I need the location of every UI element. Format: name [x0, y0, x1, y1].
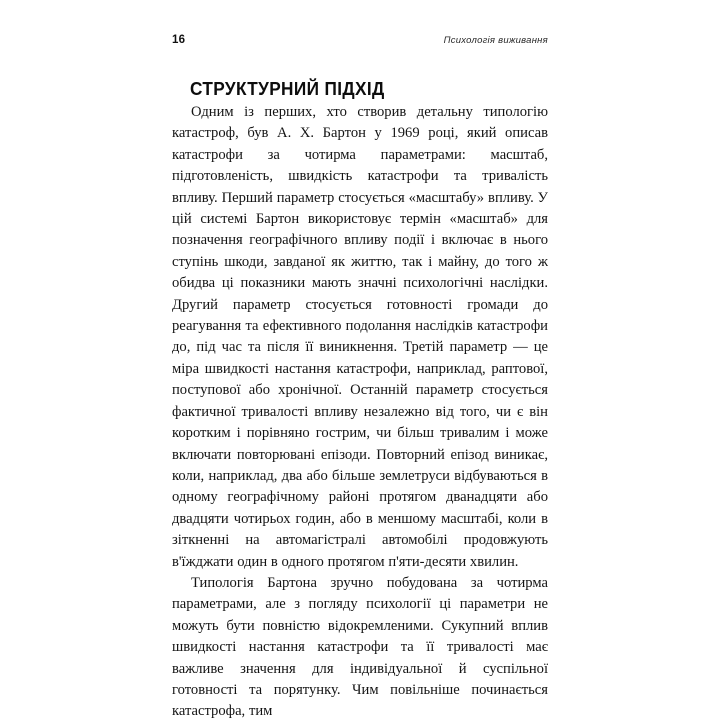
running-header — [172, 33, 548, 49]
page-number: 16 — [172, 34, 186, 46]
page-title: СТРУКТУРНИЙ ПІДХІД — [190, 78, 385, 100]
paragraph: Типологія Бартона зручно побудована за чотирма параметрами, але з погляду психології ці параметри не можуть бути повністю відокремленими. Сукупний вплив швидкості настання катастрофи та її тривалості має важливе значення для індивідуальної й суспільної готовності та порятунку. Чим повільніше починається катастрофа, тим — [172, 574, 548, 720]
paragraph: Одним із перших, хто створив детальну типологію катастроф, був А. Х. Бартон у 1969 році, який описав катастрофи за чотирма параметрами: масштаб, підготовленість, швидкість катастрофи та тривалість впливу. Перший параметр стосується «масштабу» впливу. У цій системі Бартон використовує термін «масштаб» для позначення географічного впливу події і включає в нього ступінь шкоди, завданої як життю, так і майну, до того ж обидва ці показники мають значні психологічні наслідки. Другий параметр стосується готовності громади до реагування та ефективного подолання наслідків катастрофи до, під час та після її виникнення. Третій параметр — це міра швидкості настання катастрофи, наприклад, раптової, поступової або хронічної. Останній параметр стосується фактичної тривалості впливу незалежно від того, чи є він коротким і порівняно гострим, чи більш тривалим і може включати повторювані епізоди. Повторний епізод виникає, коли, наприклад, два або більше землетруси відбуваються в одному географічному районі протягом дванадцяти або двадцяти чотирьох годин, або в меншому масштабі, коли в зіткненні на автомагістралі автомобілі продовжують в'їжджати один в одного протягом п'яти-десяти хвилин. — [172, 104, 548, 570]
running-title: Психологія виживання — [443, 35, 548, 46]
body-text — [172, 102, 548, 723]
